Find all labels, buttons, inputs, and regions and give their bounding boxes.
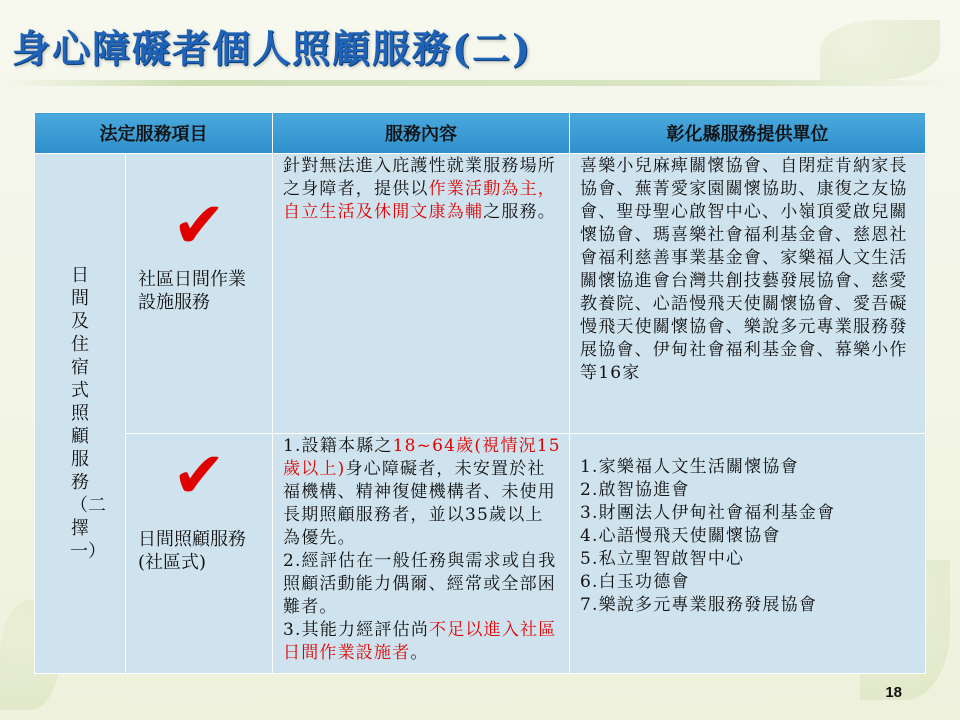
category-cell bbox=[35, 154, 126, 674]
table-header-row bbox=[35, 113, 926, 154]
header-service-content: 服務內容 bbox=[273, 113, 570, 154]
content-text: 3.其能力經評估尚 bbox=[283, 620, 430, 640]
service-cell bbox=[126, 154, 273, 434]
title-divider bbox=[0, 80, 960, 86]
content-highlight: 作業活動為主，自立生活及休閒文康為輔 bbox=[283, 179, 557, 222]
providers-cell bbox=[570, 154, 926, 434]
content-item: 2.經評估在一般任務與需求或自我照顧活動能力偶爾、經常或全部困難者。 bbox=[283, 551, 557, 617]
content-text: 針對無法進入庇護性就業服務場所之身障者，提供以 bbox=[283, 156, 556, 199]
provider-item: 1.家樂福人文生活關懷協會 bbox=[580, 457, 799, 477]
service-label: 日間照顧服務(社區式) bbox=[138, 529, 246, 573]
providers-text: 喜樂小兒麻痺關懷協會、自閉症肯納家長協會、蕪菁愛家園關懷協助、康復之友協會、聖母聖心啟智中心、小嶺頂愛啟兒關懷協會、瑪喜樂社會福利基金會、慈恩社會福利慈善事業基金會、家樂福人文生活關懷協進會台灣共創技藝發展協會、慈愛教養院、心語慢飛天使關懷協會、愛吾礙慢飛天使關懷協會、樂說多元專業服務發展協會、伊甸社會福利基金會、幕樂小作等16家 bbox=[580, 156, 908, 383]
provider-item: 2.啟智協進會 bbox=[580, 480, 690, 500]
provider-item: 6.白玉功德會 bbox=[580, 572, 690, 592]
table-row bbox=[35, 154, 926, 434]
content-text: 身心障礙者，未安置於社福機構、精神復健機構者、未使用長期照顧服務者，並以35歲以上為優先。 bbox=[283, 459, 556, 548]
decorative-leaf bbox=[820, 20, 940, 80]
provider-item: 4.心語慢飛天使關懷協會 bbox=[580, 526, 781, 546]
content-highlight: 18~64歲(視情況15歲以上) bbox=[283, 436, 561, 479]
header-providers: 彰化縣服務提供單位 bbox=[570, 113, 926, 154]
page-title: 身心障礙者個人照顧服務(二) bbox=[12, 26, 532, 71]
providers-cell bbox=[570, 434, 926, 674]
content-text: 之服務。 bbox=[483, 202, 557, 222]
service-content-cell bbox=[273, 154, 570, 434]
check-mark-icon: ✔ bbox=[172, 189, 226, 263]
header-legal-service: 法定服務項目 bbox=[35, 113, 273, 154]
content-text: 。 bbox=[410, 643, 429, 663]
check-mark-icon: ✔ bbox=[172, 439, 226, 513]
provider-item: 3.財團法人伊甸社會福利基金會 bbox=[580, 503, 836, 523]
content-highlight: 不足以進入社區日間作業設施者 bbox=[283, 620, 557, 663]
page-number: 18 bbox=[885, 684, 902, 701]
provider-item: 5.私立聖智啟智中心 bbox=[580, 549, 745, 569]
content-item bbox=[283, 619, 561, 665]
table-row bbox=[35, 434, 926, 674]
category-label: 日間及住宿式照顧服務（二擇一） bbox=[70, 265, 106, 562]
service-label: 社區日間作業設施服務 bbox=[138, 269, 246, 313]
service-content-cell bbox=[273, 434, 570, 674]
provider-item: 7.樂說多元專業服務發展協會 bbox=[580, 595, 818, 615]
content-text: 1.設籍本縣之 bbox=[283, 436, 393, 456]
service-cell bbox=[126, 434, 273, 674]
services-table bbox=[34, 112, 926, 674]
content-item bbox=[283, 435, 561, 550]
